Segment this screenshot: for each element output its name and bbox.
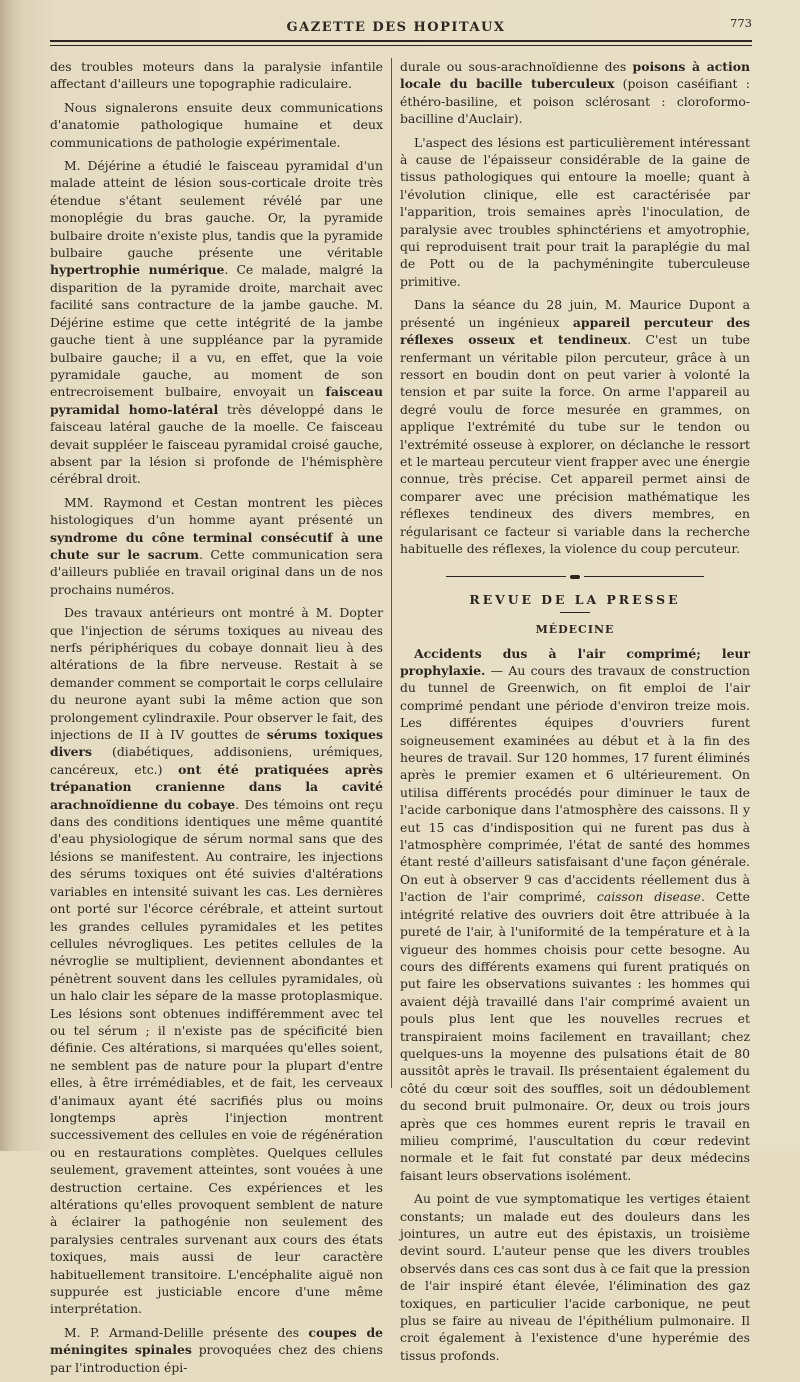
- paragraph: MM. Raymond et Cestan montrent les pièces histologiques d'un homme ayant présenté un syndrome du cône terminal consécutif à une chute sur le sacrum. Cette communication sera d'ailleurs publiée en travail original dans un de nos prochains numéros.: [50, 494, 383, 597]
- column-divider: [391, 58, 392, 1088]
- paragraph: L'aspect des lésions est particulièrement intéressant à cause de l'épaisseur considérable de la gaine de tissus pathologiques qui entoure la moelle; quant à l'évolution clinique, elle est caractérisée par l'apparition, trois semaines après l'inoculation, de paralysie avec troubles sphinctériens et amyotrophie, qui reproduisent trait pour trait la paraplégie du mal de Pott ou de la pachyméningite tuberculeuse primitive.: [400, 134, 750, 289]
- subsection-title: MÉDECINE: [535, 623, 615, 637]
- paragraph: Dans la séance du 28 juin, M. Maurice Dupont a présenté un ingénieux appareil percuteur des réflexes osseux et tendineux. C'est un tube renfermant un véritable pilon percuteur, grâce à un ressort en boudin dont on peut varier à volonté la tension et par suite la force. On arme l'appareil au degré voulu de force mesurée en grammes, on applique l'extrémité du tube sur le tendon ou l'extrémité osseuse à explorer, on déclanche le ressort et le marteau percuteur vient frapper avec une énergie connue, très précise. Cet appareil permet ainsi de comparer avec une précision mathématique les réflexes tendineux des divers membres, en régularisant ce facteur si variable dans la recherche habituelle des réflexes, la violence du coup percuteur.: [400, 297, 750, 556]
- paragraph: durale ou sous-arachnoïdienne des poisons à action locale du bacille tuberculeux (poison caséifiant : éthéro-basiline, et poison sclérosant : cloroformo-bacilline d'Auclair).: [400, 59, 750, 127]
- paragraph: des troubles moteurs dans la paralysie infantile affectant d'ailleurs une topographie radiculaire.: [50, 59, 383, 92]
- paragraph: M. P. Armand-Delille présente des coupes de méningites spinales provoquées chez des chiens par l'introduction épi-: [50, 1324, 383, 1375]
- paragraph: Au point de vue symptomatique les vertiges étaient constants; un malade eut des douleurs dans les jointures, un autre eut des épistaxis, un troisième devint sourd. L'auteur pense que les divers troubles observés dans ces cas sont dus à ce fait que la pression de l'air inspiré étant élevée, l'élimination des gaz toxiques, en particulier l'acide carbonique, ne peut plus se faire au niveau de l'épithélium pulmonaire. Il croit également à l'existence d'une hyperémie des tissus profonds.: [400, 1191, 750, 1363]
- paragraph: Accidents dus à l'air comprimé; leur prophylaxie. — Au cours des travaux de construction du tunnel de Greenwich, on fit emploi de l'air comprimé pendant une période d'environ treize mois. Les différentes équipes d'ouvriers furent soigneusement examinées au début et à la fin des heures de travail. Sur 120 hommes, 17 furent éliminés après le premier examen et 6 ultérieurement. On utilisa différents procédés pour diminuer le taux de l'acide carbonique dans l'atmosphère des caissons. Il y eut 15 cas d'indisposition qui ne furent pas dus à l'atmosphère comprimée, l'état de santé des hommes étant resté d'ailleurs satisfaisant d'une façon générale. On eut à observer 9 cas d'accidents réellement dus à l'action de l'air comprimé, caisson disease. Cette intégrité relative des ouvriers doit être attribuée à la pureté de l'air, à l'uniformité de la température et à la vigueur des hommes choisis pour cette besogne. Au cours des différents examens qui furent pratiqués on put faire les observations suivantes : les hommes qui avaient déjà travaillé dans l'air comprimé avaient un pouls plus lent que les nouvelles recrues et transpiraient moins facilement en travaillant; chez quelques-uns la moyenne des pulsations était de 80 aussitôt après le travail. Ils présentaient également du côté du cœur soit des souffles, soit un dédoublement du second bruit pulmonaire. Or, deux ou trois jours après que ces hommes eurent repris le travail en milieu comprimé, l'auscultation du cœur redevint normale et le fait fut constaté par deux médecins faisant leurs observations isolément.: [400, 645, 750, 1183]
- journal-title: GAZETTE DES HOPITAUX: [286, 20, 506, 35]
- paragraph: Nous signalerons ensuite deux communications d'anatomie pathologique humaine et deux communications de pathologie expérimentale.: [50, 99, 383, 150]
- header-rule-thin: [50, 45, 752, 46]
- right-column: [400, 58, 750, 1370]
- left-column: [50, 58, 383, 1382]
- short-rule: [560, 612, 590, 613]
- section-title: REVUE DE LA PRESSE: [469, 591, 681, 607]
- section-separator: [400, 567, 750, 584]
- paragraph: Des travaux antérieurs ont montré à M. Dopter que l'injection de sérums toxiques au niveau des nerfs périphériques du cobaye donnait lieu à des altérations de la fibre nerveuse. Restait à se demander comment se comportait le corps cellulaire du neurone ayant subi la même action que son prolongement cylindraxile. Pour observer le fait, des injections de II à IV gouttes de sérums toxiques divers (diabétiques, addisoniens, urémiques, cancéreux, etc.) ont été pratiquées après trépanation cranienne dans la cavité arachnoïdienne du cobaye. Des témoins ont reçu dans des conditions identiques une même quantité d'eau physiologique de sérum normal sans que des lésions se manifestent. Au contraire, les injections des sérums toxiques ont été suivies d'altérations variables en intensité suivant les cas. Les dernières ont porté sur l'écorce cérébrale, et atteint surtout les grandes cellules pyramidales et les petites cellules névrogliques. Les petites cellules de la névroglie se multiplient, deviennent abondantes et pénètrent souvent dans les cellules pyramidales, où un halo clair les sépare de la masse protoplasmique. Les lésions sont obtenues indifféremment avec tel ou tel sérum ; il n'existe pas de spécificité bien définie. Ces altérations, si marquées qu'elles soient, ne semblent pas de nature pour la plupart d'entre elles, à être irrémédiables, et de fait, les cerveaux d'animaux ayant été sacrifiés plus ou moins longtemps après l'injection montrent successivement des cellules en voie de régénération ou en restaurations complètes. Quelques cellules seulement, gravement atteintes, sont vouées à une destruction certaine. Ces expériences et les altérations qu'elles provoquent semblent de nature à éclairer la pathogénie non seulement des paralysies centrales survenant aux cours des états toxiques, mais aussi de leur caractère habituellement transitoire. L'encéphalite aiguë non suppurée est justiciable encore d'une même interprétation.: [50, 605, 383, 1317]
- page-number: 773: [730, 16, 752, 30]
- header-rule-thick: [50, 40, 752, 42]
- paragraph: M. Déjérine a étudié le faisceau pyramidal d'un malade atteint de lésion sous-corticale droite très étendue s'étant seulement révélé par une monoplégie du bras gauche. Or, la pyramide bulbaire droite n'existe plus, tandis que la pyramide bulbaire gauche présente une véritable hypertrophie numérique. Ce malade, malgré la disparition de la pyramide droite, marchait avec facilité sans contracture de la jambe gauche. M. Déjérine estime que cette intégrité de la jambe gauche tient à une suppléance par la pyramide bulbaire gauche; il a vu, en effet, que la voie pyramidale gauche, au moment de son entrecroisement bulbaire, envoyait un faisceau pyramidal homo-latéral très développé dans le faisceau latéral gauche de la moelle. Ce faisceau devait suppléer le faisceau pyramidal croisé gauche, absent par la lésion si profonde de l'hémisphère cérébral droit.: [50, 158, 383, 487]
